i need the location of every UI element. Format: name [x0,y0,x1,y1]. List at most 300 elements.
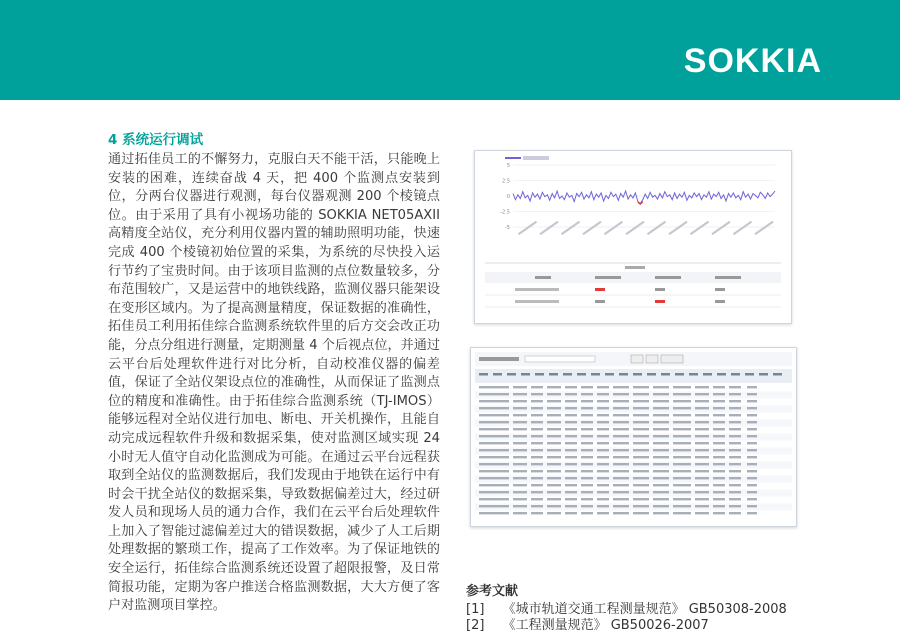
table-cell [613,456,629,458]
table-cell [531,449,543,451]
table-cell [531,435,543,437]
table-cell [695,435,709,437]
legend-label [523,156,549,160]
table-cell [547,407,561,409]
table-cell [531,442,543,444]
table-cell [713,470,725,472]
table-title [625,266,645,269]
table-cell [713,498,725,500]
table-cell [547,505,561,507]
body-paragraph: 通过拓佳员工的不懈努力，克服白天不能干活，只能晚上安装的困难，连续奋战 4 天，把 400 个监测点安装到位，分两台仪器进行观测，每台仪器观测 200 个棱镜点位。由于采用了具有小视场功能的 SOKKIA NET05AXII 高精度全站仪，充分利用仪器内置的辅助照明功能，快速完成 400 个棱镜初始位置的采集，为系统的尽快投入运行节约了宝贵时间。由于该项目监测的点位数量较多，分布范围较广，又是运营中的地铁线路，监测仪器只能架设在变形区域内。为了提高测量精度，保证数据的准确性，拓佳员工利用拓佳综合监测系统软件里的后方交会改正功能，分点分组进行测量，定期测量 4 个后视点位，并通过云平台后处理软件进行对比分析，自动校准仪器的偏差值，保证了全站仪架设点位的准确性，从而保证了监测点位的精度和准确性。由于拓佳综合监测系统（TJ-IMOS）能够远程对全站仪进行加电、断电、开关机操作，且能自动完成远程软件升级和数据采集，使对监测区域实现 24 小时无人值守自动化监测成为可能。在通过云平台远程获取到全站仪的监测数据后，我们发现由于地铁在运行中有时会干扰全站仪的数据采集，导致数据偏差过大，经过研发人员和现场人员的通力合作，我们在云平台后处理软件上加入了智能过滤偏差过大的错误数据，减少了人工后期处理数据的繁琐工作，提高了工作效率。为了保证地铁的安全运行，拓佳综合监测系统还设置了超限报警，及日常简报功能，定期为客户推送合格监测数据，大大方便了客户对监测项目掌控。 [108,152,440,614]
table-cell [713,477,725,479]
table-cell [581,407,593,409]
table-cell [581,386,593,388]
table-cell [513,463,527,465]
table-cell [673,421,691,423]
table-cell [729,449,741,451]
table-cell [747,428,757,430]
table-cell [653,456,669,458]
table-cell [729,477,741,479]
table-cell [479,414,509,416]
figure-data-table [470,347,797,527]
table-cell [729,442,741,444]
table-cell [531,393,543,395]
table-cell [597,470,609,472]
table-cell [613,449,629,451]
table-cell [513,386,527,388]
table-cell [729,491,741,493]
table-cell [673,435,691,437]
table-cell [565,442,577,444]
table-cell [653,407,669,409]
table-cell [633,435,649,437]
table-cell [565,477,577,479]
table-cell [565,421,577,423]
table-cell [713,442,725,444]
table-header [475,369,792,383]
figure-line-chart [474,150,792,324]
table-cell [581,400,593,402]
table-cell [713,512,725,514]
table-cell [613,393,629,395]
table-cell [613,414,629,416]
table-cell [695,456,709,458]
table-cell [747,477,757,479]
table-cell [479,498,509,500]
table-cell [713,393,725,395]
table-cell [479,428,509,430]
table-cell [597,400,609,402]
table-cell [729,407,741,409]
table-cell [673,463,691,465]
table-cell [613,435,629,437]
table-cell [613,442,629,444]
table-cell [565,400,577,402]
table-cell [653,505,669,507]
table-cell [747,470,757,472]
table-cell [653,393,669,395]
table-cell [653,400,669,402]
table-cell [673,428,691,430]
table-cell [633,449,649,451]
table-cell [653,498,669,500]
table-cell [547,421,561,423]
reference-item [466,614,709,633]
table-cell [613,505,629,507]
table-cell [673,400,691,402]
table-cell [531,491,543,493]
table-cell [633,428,649,430]
table-cell [633,498,649,500]
table-cell [597,449,609,451]
table-cell [653,442,669,444]
table-cell [747,484,757,486]
header-cell [549,373,558,376]
table-cell [633,505,649,507]
table-cell [729,498,741,500]
table-cell [513,456,527,458]
table-cell [713,414,725,416]
table-cell [633,484,649,486]
header-cell [731,373,740,376]
table-cell [713,505,725,507]
table-cell [653,477,669,479]
header-cell [717,373,726,376]
table-cell [513,477,527,479]
references-title: 参考文献 [466,584,519,599]
date-range-box [525,356,595,362]
table-cell [581,393,593,395]
table-cell [581,505,593,507]
table-cell [633,414,649,416]
table-cell [547,449,561,451]
toolbar-button [646,355,658,363]
table-cell [653,449,669,451]
table-cell [695,477,709,479]
table-cell [565,512,577,514]
table-cell [729,421,741,423]
table-cell [695,421,709,423]
table-cell [581,463,593,465]
table-cell [653,435,669,437]
table-cell [547,442,561,444]
table-cell [673,484,691,486]
table-cell [531,407,543,409]
table-cell [695,463,709,465]
table-cell [531,463,543,465]
header-cell [507,373,516,376]
toolbar-button [631,355,643,363]
table-cell [729,463,741,465]
table-cell [597,393,609,395]
header-cell [647,373,656,376]
table-cell [729,512,741,514]
table-cell [581,414,593,416]
table-cell [513,400,527,402]
table-cell [479,449,509,451]
header-cell [521,373,530,376]
table-cell [547,512,561,514]
table-cell [597,498,609,500]
table-cell [695,442,709,444]
table-cell [565,456,577,458]
table-cell [713,400,725,402]
header-cell [493,373,502,376]
table-cell [713,463,725,465]
table-cell [581,456,593,458]
table-cell [747,393,757,395]
table-cell [531,428,543,430]
table-cell [653,512,669,514]
table-cell [581,449,593,451]
table-cell [747,421,757,423]
table-cell [747,463,757,465]
table-row-1 [515,288,559,291]
table-cell [597,414,609,416]
header-cell [479,373,488,376]
table-cell [547,463,561,465]
table-cell [613,407,629,409]
table-cell [479,470,509,472]
table-cell [531,484,543,486]
table-cell [479,442,509,444]
table-cell [581,484,593,486]
table-cell [695,393,709,395]
table-cell [729,414,741,416]
table-cell [479,421,509,423]
table-cell [597,442,609,444]
table-cell [747,407,757,409]
table-cell [633,407,649,409]
table-cell [613,400,629,402]
table-cell [747,456,757,458]
table-cell [531,456,543,458]
table-cell [479,512,509,514]
table-cell [673,386,691,388]
table-cell [747,414,757,416]
table-cell [513,407,527,409]
header-cell [577,373,586,376]
table-cell [531,498,543,500]
table-cell [479,407,509,409]
table-cell [633,463,649,465]
header-cell [759,373,768,376]
table-cell [479,484,509,486]
table-cell [613,428,629,430]
table-cell [565,393,577,395]
table-cell [513,498,527,500]
table-cell [747,386,757,388]
table-cell [653,491,669,493]
table-cell [613,470,629,472]
table-cell [653,428,669,430]
table-cell [713,428,725,430]
table-cell [565,407,577,409]
table-row-2 [515,300,559,303]
table-cell [597,456,609,458]
table-cell [673,456,691,458]
table-cell [633,512,649,514]
table-cell [747,442,757,444]
table-cell [547,484,561,486]
table-cell [633,470,649,472]
y-tick-label: -5 [505,225,510,231]
table-cell [673,442,691,444]
table-cell [673,470,691,472]
table-cell [547,456,561,458]
table-cell [565,435,577,437]
table-cell [713,386,725,388]
table-cell [729,435,741,437]
table-cell [653,470,669,472]
table-cell [653,484,669,486]
table-cell [597,407,609,409]
table-cell [613,498,629,500]
table-svg [471,348,796,526]
table-cell [547,400,561,402]
table-cell [513,470,527,472]
table-cell [581,470,593,472]
table-cell [513,442,527,444]
table-cell [729,386,741,388]
table-cell [513,449,527,451]
header-cell [633,373,642,376]
table-cell [479,435,509,437]
reference-text: 《城市轨道交通工程测量规范》 GB50308-2008 [502,602,787,617]
table-cell [673,491,691,493]
table-cell [747,491,757,493]
table-cell [565,470,577,472]
table-cell [633,442,649,444]
header-cell [773,373,782,376]
table-cell [613,512,629,514]
table-cell [597,477,609,479]
table-cell [565,491,577,493]
table-cell [695,407,709,409]
table-cell [695,414,709,416]
reference-number: [2] [466,618,485,633]
table-cell [695,386,709,388]
table-cell [581,442,593,444]
table-cell [729,400,741,402]
table-cell [581,428,593,430]
table-cell [597,512,609,514]
header-cell [661,373,670,376]
header-cell [535,373,544,376]
table-cell [713,449,725,451]
table-cell [695,505,709,507]
table-cell [547,498,561,500]
table-cell [729,393,741,395]
table-cell [597,421,609,423]
table-cell [673,498,691,500]
table-cell [713,491,725,493]
header-cell [745,373,754,376]
table-cell [581,435,593,437]
table-cell [547,428,561,430]
toolbar-button [661,355,683,363]
table-cell [479,477,509,479]
table-cell [531,512,543,514]
table-cell [729,428,741,430]
table-cell [597,463,609,465]
brand-logo: SOKKIA [683,42,822,80]
table-cell [581,477,593,479]
table-cell [581,491,593,493]
table-cell [673,449,691,451]
table-cell [581,512,593,514]
table-cell [613,484,629,486]
table-cell [633,400,649,402]
table-cell [673,414,691,416]
table-cell [613,421,629,423]
table-cell [513,421,527,423]
table-cell [695,400,709,402]
table-cell [597,505,609,507]
table-cell [613,477,629,479]
table-cell [513,505,527,507]
header-cell [605,373,614,376]
table-cell [513,435,527,437]
y-tick-label: 0 [506,194,510,200]
table-cell [673,512,691,514]
table-cell [673,505,691,507]
table-cell [597,386,609,388]
table-cell [581,421,593,423]
table-cell [747,505,757,507]
table-cell [565,428,577,430]
table-cell [673,477,691,479]
table-cell [729,505,741,507]
table-cell [653,414,669,416]
table-cell [747,449,757,451]
table-cell [513,428,527,430]
table-cell [565,484,577,486]
table-cell [695,470,709,472]
y-tick-label: -2.5 [500,209,510,216]
table-cell [713,421,725,423]
table-cell [479,393,509,395]
table-cell [729,484,741,486]
table-cell [633,421,649,423]
chart-svg [475,151,791,323]
table-cell [565,449,577,451]
section-title: 4 系统运行调试 [108,132,204,148]
table-cell [597,491,609,493]
table-cell [747,435,757,437]
table-cell [633,393,649,395]
table-cell [713,456,725,458]
header-cell [563,373,572,376]
reference-number: [1] [466,602,485,617]
table-cell [531,386,543,388]
table-cell [653,463,669,465]
table-cell [513,484,527,486]
table-cell [613,491,629,493]
table-cell [565,386,577,388]
table-cell [479,491,509,493]
table-cell [695,512,709,514]
table-cell [565,414,577,416]
table-cell [597,435,609,437]
table-cell [653,421,669,423]
table-cell [565,463,577,465]
table-cell [695,491,709,493]
y-tick-label: 2.5 [502,178,510,185]
table-cell [713,435,725,437]
table-cell [479,463,509,465]
table-cell [479,386,509,388]
table-cell [479,456,509,458]
table-cell [581,498,593,500]
table-cell [673,393,691,395]
table-cell [531,470,543,472]
table-cell [513,414,527,416]
header-cell [675,373,684,376]
table-cell [729,456,741,458]
table-cell [547,386,561,388]
table-cell [673,407,691,409]
table-cell [695,449,709,451]
table-cell [547,393,561,395]
reference-text: 《工程测量规范》 GB50026-2007 [502,618,709,633]
table-cell [747,400,757,402]
table-cell [747,498,757,500]
table-cell [729,470,741,472]
table-cell [653,386,669,388]
header-bar [0,0,900,100]
table-cell [565,505,577,507]
